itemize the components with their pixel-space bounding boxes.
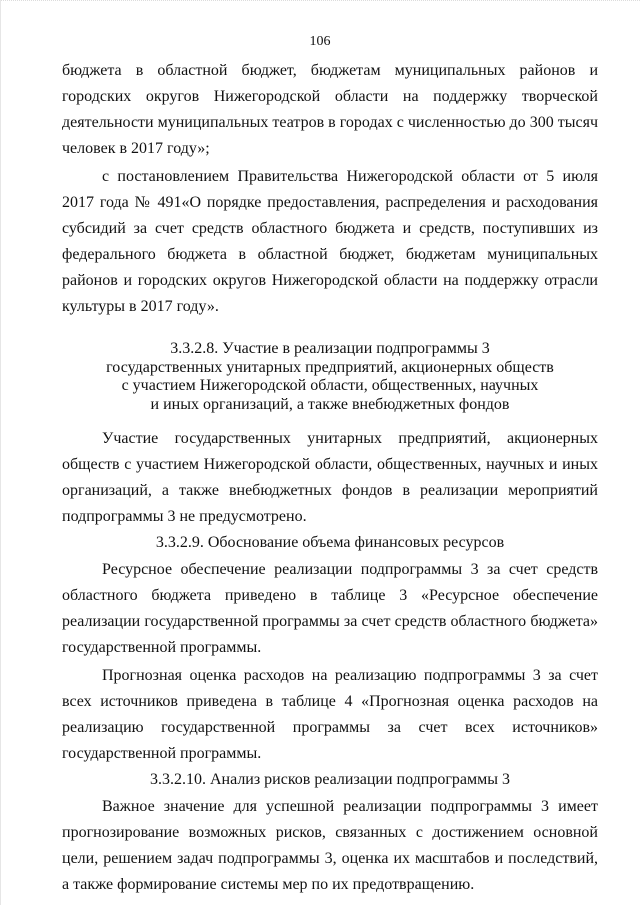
document-body xyxy=(62,58,598,898)
paragraph-participation: Участие государственных унитарных предприятий, акционерных обществ с участием Нижегородской области, общественных, научных и иных организаций, а также внебюджетных фондов в реализации мероприятий подпрограммы 3 не предусмотрено. xyxy=(62,430,598,525)
page-number: 106 xyxy=(309,34,331,49)
heading-line: и иных организаций, а также внебюджетных фондов xyxy=(150,395,510,413)
paragraph-resource-provision: Ресурсное обеспечение реализации подпрограммы 3 за счет средств областного бюджета приведено в таблице 3 «Ресурсное обеспечение реализации государственной программы за счет средств областного бюджета» государственной программы. xyxy=(62,561,598,656)
heading-line: с участием Нижегородской области, общественных, научных xyxy=(121,377,539,394)
scan-top-edge xyxy=(0,0,640,5)
paragraph-continuation: бюджета в областной бюджет, бюджетам муниципальных районов и городских округов Нижегородской области на поддержку творческой деятельности муниципальных театров в городах с численностью до 300 тысяч человек в 2017 году»; xyxy=(62,62,598,157)
scan-left-edge xyxy=(0,0,1,905)
heading-line: государственных унитарных предприятий, акционерных обществ xyxy=(106,358,554,376)
paragraph-risk-analysis: Важное значение для успешной реализации подпрограммы 3 имеет прогнозирование возможных рисков, связанных с достижением основной цели, решением задач подпрограммы 3, оценка их масштабов и последствий, а также формирование системы мер по их предотвращению. xyxy=(62,798,598,893)
heading-3-3-2-9: 3.3.2.9. Обоснование объема финансовых ресурсов xyxy=(155,534,505,551)
paragraph-resolution-491: с постановлением Правительства Нижегородской области от 5 июля 2017 года № 491«О порядке предоставления, распределения и расходования субсидий за счет средств областного бюджета и средств, поступивших из федерального бюджета в областной бюджет, бюджетам муниципальных районов и городских округов Нижегородской области на поддержку отрасли культуры в 2017 году». xyxy=(62,168,598,315)
paragraph-forecast-estimate: Прогнозная оценка расходов на реализацию подпрограммы 3 за счет всех источников приведена в таблице 4 «Прогнозная оценка расходов на реализацию государственной программы за счет всех источников» государственной программы. xyxy=(62,667,598,762)
heading-3-3-2-10: 3.3.2.10. Анализ рисков реализации подпрограммы 3 xyxy=(149,771,511,788)
heading-line: 3.3.2.8. Участие в реализации подпрограммы 3 xyxy=(170,340,490,357)
heading-3-3-2-8 xyxy=(62,340,598,414)
